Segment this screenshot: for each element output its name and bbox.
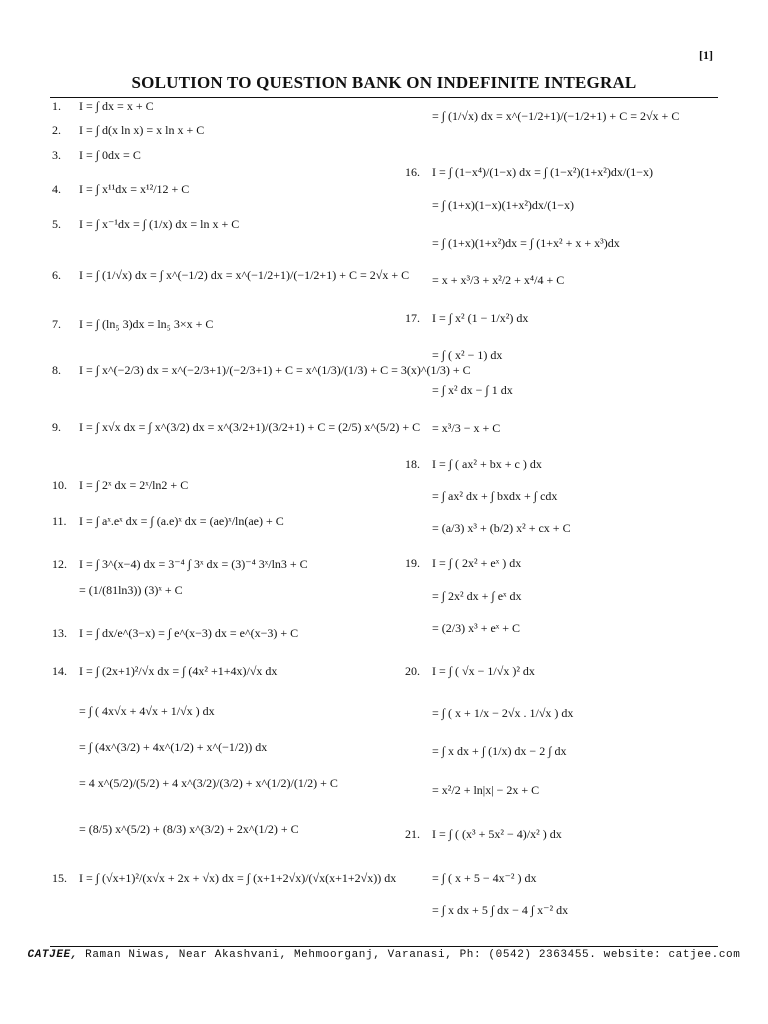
solution-line xyxy=(405,784,539,796)
math-expression: I = ∫ dx = x + C xyxy=(79,99,154,113)
solution-line xyxy=(52,479,188,491)
question-number: 9. xyxy=(52,420,61,434)
solution-line xyxy=(52,777,338,789)
math-expression: = x³/3 − x + C xyxy=(432,421,501,435)
solution-line xyxy=(52,149,141,161)
question-number: 7. xyxy=(52,317,61,331)
solution-line xyxy=(405,422,500,434)
math-expression: I = ∫ (ln₅ 3)dx = ln₅ 3×x + C xyxy=(79,317,214,331)
solution-line xyxy=(405,274,564,286)
question-number: 6. xyxy=(52,268,61,282)
solution-line xyxy=(52,705,215,717)
math-expression: = ∫ ( 4x√x + 4√x + 1/√x ) dx xyxy=(79,704,215,718)
question-number: 8. xyxy=(52,363,61,377)
math-expression: = (2/3) x³ + eˣ + C xyxy=(432,621,521,635)
math-expression: I = ∫ x² (1 − 1/x²) dx xyxy=(432,311,529,325)
footer-brand: CATJEE, xyxy=(27,949,78,961)
math-expression: I = ∫ aˣ.eˣ dx = ∫ (a.e)ˣ dx = (ae)ˣ/ln(ae) + C xyxy=(79,514,284,528)
math-expression: = (a/3) x³ + (b/2) x² + cx + C xyxy=(432,521,571,535)
math-expression: I = ∫ (2x+1)²/√x dx = ∫ (4x² +1+4x)/√x dx xyxy=(79,664,278,678)
math-expression: I = ∫ ( √x − 1/√x )² dx xyxy=(432,664,535,678)
math-expression: = x²/2 + ln|x| − 2x + C xyxy=(432,783,540,797)
question-number: 14. xyxy=(52,664,67,678)
title-divider xyxy=(50,97,718,98)
page-title: SOLUTION TO QUESTION BANK ON INDEFINITE INTEGRAL xyxy=(131,73,637,92)
solution-line xyxy=(52,558,308,570)
solution-line xyxy=(52,872,396,884)
solution-line xyxy=(52,421,420,433)
math-expression: = ∫ (1+x)(1+x²)dx = ∫ (1+x² + x + x³)dx xyxy=(432,236,620,250)
math-expression: I = ∫ dx/e^(3−x) = ∫ e^(x−3) dx = e^(x−3) + C xyxy=(79,626,299,640)
solution-line xyxy=(405,490,557,502)
solution-line xyxy=(405,828,562,840)
solution-line xyxy=(52,364,471,376)
math-expression: = ∫ x² dx − ∫ 1 dx xyxy=(432,383,513,397)
solution-line xyxy=(52,627,298,639)
math-expression: = ∫ ax² dx + ∫ bxdx + ∫ cdx xyxy=(432,489,558,503)
math-expression: I = ∫ (1−x⁴)/(1−x) dx = ∫ (1−x²)(1+x²)dx/(1−x) xyxy=(432,165,653,179)
math-expression: = x + x³/3 + x²/2 + x⁴/4 + C xyxy=(432,273,565,287)
solution-line xyxy=(52,515,284,527)
solution-line xyxy=(405,199,574,211)
math-expression: I = ∫ ( (x³ + 5x² − 4)/x² ) dx xyxy=(432,827,562,841)
solution-line xyxy=(405,349,502,361)
math-expression: I = ∫ x¹¹dx = x¹²/12 + C xyxy=(79,182,190,196)
solution-line xyxy=(405,522,571,534)
solution-line xyxy=(52,584,183,596)
question-number: 17. xyxy=(405,311,420,325)
math-expression: = ∫ ( x + 5 − 4x⁻² ) dx xyxy=(432,871,537,885)
question-number: 3. xyxy=(52,148,61,162)
math-expression: I = ∫ 2ˣ dx = 2ˣ/ln2 + C xyxy=(79,478,189,492)
footer-divider xyxy=(50,946,718,947)
math-expression: I = ∫ x⁻¹dx = ∫ (1/x) dx = ln x + C xyxy=(79,217,240,231)
math-expression: = ∫ (1+x)(1−x)(1+x²)dx/(1−x) xyxy=(432,198,575,212)
math-expression: = ∫ 2x² dx + ∫ eˣ dx xyxy=(432,589,522,603)
question-number: 13. xyxy=(52,626,67,640)
math-expression: = (8/5) x^(5/2) + (8/3) x^(3/2) + 2x^(1/2) + C xyxy=(79,822,299,836)
page-number: [1] xyxy=(699,48,713,62)
math-expression: = ∫ (4x^(3/2) + 4x^(1/2) + x^(−1/2)) dx xyxy=(79,740,268,754)
math-expression: I = ∫ d(x ln x) = x ln x + C xyxy=(79,123,205,137)
solution-line xyxy=(52,124,204,136)
math-expression: I = ∫ ( 2x² + eˣ ) dx xyxy=(432,556,522,570)
math-expression: I = ∫ ( ax² + bx + c ) dx xyxy=(432,457,542,471)
solution-line xyxy=(52,741,267,753)
solution-line xyxy=(405,745,567,757)
solution-line xyxy=(405,707,573,719)
solution-line xyxy=(52,269,409,281)
math-expression: = ∫ (1/√x) dx = x^(−1/2+1)/(−1/2+1) + C = 2√x + C xyxy=(432,109,680,123)
solution-line xyxy=(52,218,239,230)
math-expression: I = ∫ x√x dx = ∫ x^(3/2) dx = x^(3/2+1)/(3/2+1) + C = (2/5) x^(5/2) + C xyxy=(79,420,421,434)
math-expression: I = ∫ (√x+1)²/(x√x + 2x + √x) dx = ∫ (x+1+2√x)/(√x(x+1+2√x)) dx xyxy=(79,871,397,885)
question-number: 4. xyxy=(52,182,61,196)
solution-line xyxy=(405,166,653,178)
footer xyxy=(0,949,768,961)
solution-line xyxy=(405,384,513,396)
solution-line xyxy=(52,823,299,835)
question-number: 2. xyxy=(52,123,61,137)
math-expression: = ∫ ( x² − 1) dx xyxy=(432,348,503,362)
solution-line xyxy=(405,590,522,602)
question-number: 11. xyxy=(52,514,67,528)
solution-line xyxy=(405,665,535,677)
question-number: 19. xyxy=(405,556,420,570)
solution-line xyxy=(52,100,154,112)
solution-line xyxy=(405,458,542,470)
solution-line xyxy=(405,622,520,634)
question-number: 21. xyxy=(405,827,420,841)
question-number: 18. xyxy=(405,457,420,471)
solution-line xyxy=(52,183,189,195)
solution-line xyxy=(52,665,277,677)
question-number: 10. xyxy=(52,478,67,492)
math-expression: = (1/(81ln3)) (3)ˣ + C xyxy=(79,583,183,597)
question-number: 20. xyxy=(405,664,420,678)
question-number: 16. xyxy=(405,165,420,179)
question-number: 1. xyxy=(52,99,61,113)
question-number: 12. xyxy=(52,557,67,571)
solution-line xyxy=(52,318,213,330)
question-number: 5. xyxy=(52,217,61,231)
solution-line xyxy=(405,110,679,122)
question-number: 15. xyxy=(52,871,67,885)
footer-address: Raman Niwas, Near Akashvani, Mehmoorganj, Varanasi, Ph: (0542) 2363455. website: catjee.com xyxy=(77,949,741,961)
math-expression: = ∫ x dx + 5 ∫ dx − 4 ∫ x⁻² dx xyxy=(432,903,569,917)
math-expression: I = ∫ 0dx = C xyxy=(79,148,141,162)
math-expression: = ∫ ( x + 1/x − 2√x . 1/√x ) dx xyxy=(432,706,574,720)
math-expression: = 4 x^(5/2)/(5/2) + 4 x^(3/2)/(3/2) + x^(1/2)/(1/2) + C xyxy=(79,776,338,790)
math-expression: I = ∫ (1/√x) dx = ∫ x^(−1/2) dx = x^(−1/2+1)/(−1/2+1) + C = 2√x + C xyxy=(79,268,410,282)
math-expression: I = ∫ x^(−2/3) dx = x^(−2/3+1)/(−2/3+1) + C = x^(1/3)/(1/3) + C = 3(x)^(1/3) + C xyxy=(79,363,471,377)
solution-line xyxy=(405,312,528,324)
solution-line xyxy=(405,872,537,884)
math-expression: I = ∫ 3^(x−4) dx = 3⁻⁴ ∫ 3ˣ dx = (3)⁻⁴ 3ˣ/ln3 + C xyxy=(79,557,308,571)
solution-line xyxy=(405,557,521,569)
math-expression: = ∫ x dx + ∫ (1/x) dx − 2 ∫ dx xyxy=(432,744,567,758)
solution-line xyxy=(405,904,568,916)
solution-line xyxy=(405,237,620,249)
